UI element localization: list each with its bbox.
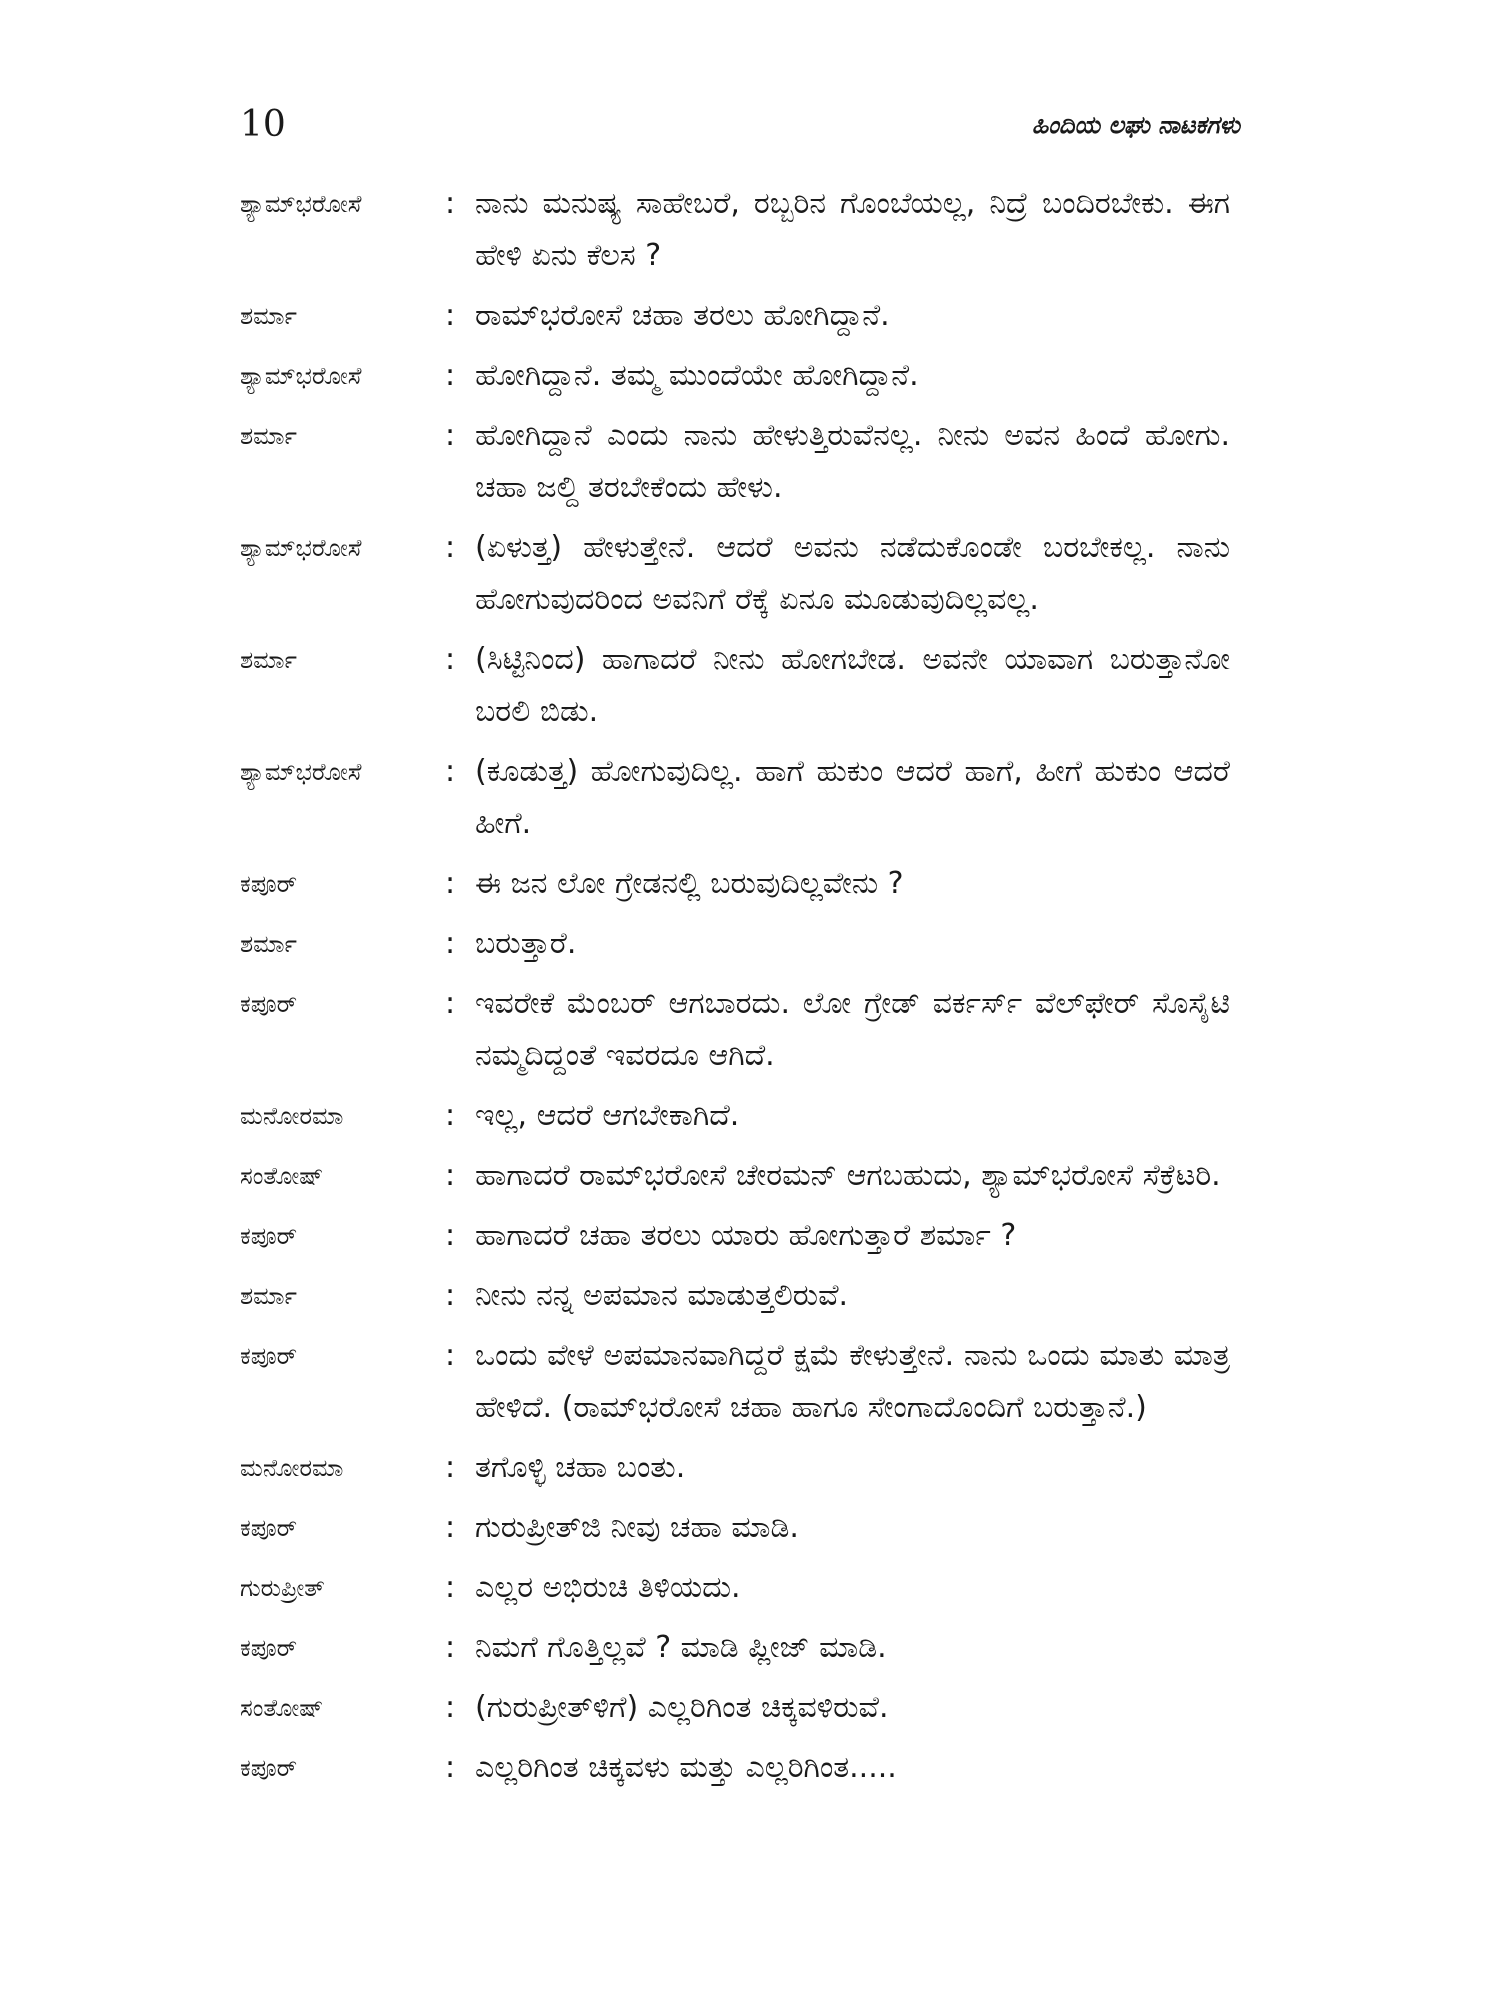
speaker-colon: : bbox=[445, 298, 456, 333]
dialogue-line bbox=[240, 350, 1230, 402]
speech-text: ನಾನು ಮನುಷ್ಯ ಸಾಹೇಬರೆ, ರಬ್ಬರಿನ ಗೊಂಬೆಯಲ್ಲ, ನಿದ್ರೆ ಬಂದಿರಬೇಕು. ಈಗ ಹೇಳಿ ಏನು ಕೆಲಸ ? bbox=[475, 186, 1230, 273]
dialogue-line bbox=[240, 1562, 1230, 1614]
speech-text: ಬರುತ್ತಾರೆ. bbox=[475, 926, 577, 961]
dialogue-line bbox=[240, 918, 1230, 970]
speaker-name: ಸಂತೋಷ್ bbox=[240, 1162, 324, 1190]
speaker-name: ಮನೋರಮಾ bbox=[240, 1102, 344, 1130]
dialogue-line bbox=[240, 1270, 1230, 1322]
speech-text: ಇವರೇಕೆ ಮೆಂಬರ್ ಆಗಬಾರದು. ಲೋ ಗ್ರೇಡ್ ವರ್ಕರ್ಸ್ ವೆಲ್‌ಫೇರ್ ಸೊಸೈಟಿ ನಮ್ಮದಿದ್ದಂತೆ ಇವರದೂ ಆಗಿದೆ. bbox=[475, 986, 1230, 1073]
speaker-name: ಕಪೂರ್ bbox=[240, 1222, 298, 1250]
dialogue-line bbox=[240, 290, 1230, 342]
speaker-colon: : bbox=[445, 186, 456, 221]
speaker-name: ಕಪೂರ್ bbox=[240, 1342, 298, 1370]
speaker-name: ಕಪೂರ್ bbox=[240, 1754, 298, 1782]
speaker-name: ಶರ್ಮಾ bbox=[240, 302, 297, 330]
speaker-colon: : bbox=[445, 1218, 456, 1253]
running-title: ಹಿಂದಿಯ ಲಘು ನಾಟಕಗಳು bbox=[1031, 111, 1240, 139]
speaker-colon: : bbox=[445, 1278, 456, 1313]
speech-text: ಎಲ್ಲರಿಗಿಂತ ಚಿಕ್ಕವಳು ಮತ್ತು ಎಲ್ಲರಿಗಿಂತ..... bbox=[475, 1750, 897, 1785]
speech-text: ಈ ಜನ ಲೋ ಗ್ರೇಡನಲ್ಲಿ ಬರುವುದಿಲ್ಲವೇನು ? bbox=[475, 866, 904, 901]
speaker-colon: : bbox=[445, 926, 456, 961]
speaker-name: ಶರ್ಮಾ bbox=[240, 1282, 297, 1310]
speaker-name: ಶರ್ಮಾ bbox=[240, 422, 297, 450]
speech-text: (ಸಿಟ್ಟಿನಿಂದ) ಹಾಗಾದರೆ ನೀನು ಹೋಗಬೇಡ. ಅವನೇ ಯಾವಾಗ ಬರುತ್ತಾನೋ ಬರಲಿ ಬಿಡು. bbox=[475, 642, 1230, 729]
dialogue-line bbox=[240, 410, 1230, 514]
speaker-colon: : bbox=[445, 1630, 456, 1665]
speaker-colon: : bbox=[445, 754, 456, 789]
speech-text: ಒಂದು ವೇಳೆ ಅಪಮಾನವಾಗಿದ್ದರೆ ಕ್ಷಮೆ ಕೇಳುತ್ತೇನೆ. ನಾನು ಒಂದು ಮಾತು ಮಾತ್ರ ಹೇಳಿದೆ. (ರಾಮ್‌ಭರೋಸೆ ಚಹಾ ಹಾಗೂ ಸೇಂಗಾದೊಂದಿಗೆ ಬರುತ್ತಾನೆ.) bbox=[475, 1338, 1230, 1425]
speaker-name: ಶರ್ಮಾ bbox=[240, 930, 297, 958]
speech-text: ಇಲ್ಲ, ಆದರೆ ಆಗಬೇಕಾಗಿದೆ. bbox=[475, 1098, 740, 1133]
speaker-colon: : bbox=[445, 1450, 456, 1485]
dialogue-body bbox=[240, 178, 1230, 1794]
speaker-colon: : bbox=[445, 642, 456, 677]
speaker-name: ಕಪೂರ್ bbox=[240, 990, 298, 1018]
speech-text: (ಏಳುತ್ತ) ಹೇಳುತ್ತೇನೆ. ಆದರೆ ಅವನು ನಡೆದುಕೊಂಡೇ ಬರಬೇಕಲ್ಲ. ನಾನು ಹೋಗುವುದರಿಂದ ಅವನಿಗೆ ರೆಕ್ಕೆ ಏನೂ ಮೂಡುವುದಿಲ್ಲವಲ್ಲ. bbox=[475, 530, 1230, 617]
page-number: 10 bbox=[240, 104, 286, 145]
speaker-colon: : bbox=[445, 1158, 456, 1193]
speech-text: ಗುರುಪ್ರೀತ್‌ಜಿ ನೀವು ಚಹಾ ಮಾಡಿ. bbox=[475, 1510, 799, 1545]
speaker-colon: : bbox=[445, 1510, 456, 1545]
speaker-colon: : bbox=[445, 1098, 456, 1133]
dialogue-line bbox=[240, 1090, 1230, 1142]
speech-text: ತಗೊಳ್ಳಿ ಚಹಾ ಬಂತು. bbox=[475, 1450, 686, 1485]
dialogue-line bbox=[240, 178, 1230, 282]
speech-text: (ಕೂಡುತ್ತ) ಹೋಗುವುದಿಲ್ಲ. ಹಾಗೆ ಹುಕುಂ ಆದರೆ ಹಾಗೆ, ಹೀಗೆ ಹುಕುಂ ಆದರೆ ಹೀಗೆ. bbox=[475, 754, 1230, 841]
dialogue-line bbox=[240, 1502, 1230, 1554]
dialogue-line bbox=[240, 1682, 1230, 1734]
speaker-name: ಕಪೂರ್ bbox=[240, 870, 298, 898]
speaker-colon: : bbox=[445, 986, 456, 1021]
speaker-colon: : bbox=[445, 866, 456, 901]
speaker-name: ಸಂತೋಷ್ bbox=[240, 1694, 324, 1722]
dialogue-line bbox=[240, 1330, 1230, 1434]
speaker-name: ಗುರುಪ್ರೀತ್ bbox=[240, 1574, 325, 1602]
speaker-colon: : bbox=[445, 1690, 456, 1725]
speaker-colon: : bbox=[445, 1570, 456, 1605]
speech-text: ಹೋಗಿದ್ದಾನೆ ಎಂದು ನಾನು ಹೇಳುತ್ತಿರುವೆನಲ್ಲ. ನೀನು ಅವನ ಹಿಂದೆ ಹೋಗು. ಚಹಾ ಜಲ್ದಿ ತರಬೇಕೆಂದು ಹೇಳು. bbox=[475, 418, 1230, 505]
speaker-colon: : bbox=[445, 1338, 456, 1373]
speaker-colon: : bbox=[445, 418, 456, 453]
speech-text: ಎಲ್ಲರ ಅಭಿರುಚಿ ತಿಳಿಯದು. bbox=[475, 1570, 741, 1605]
speaker-name: ಶ್ಯಾಮ್‌ಭರೋಸೆ bbox=[240, 362, 362, 390]
speech-text: ಹೋಗಿದ್ದಾನೆ. ತಮ್ಮ ಮುಂದೆಯೇ ಹೋಗಿದ್ದಾನೆ. bbox=[475, 358, 919, 393]
dialogue-line bbox=[240, 634, 1230, 738]
dialogue-line bbox=[240, 978, 1230, 1082]
speaker-name: ಶರ್ಮಾ bbox=[240, 646, 297, 674]
speech-text: ರಾಮ್‌ಭರೋಸೆ ಚಹಾ ತರಲು ಹೋಗಿದ್ದಾನೆ. bbox=[475, 298, 890, 333]
speaker-name: ಶ್ಯಾಮ್‌ಭರೋಸೆ bbox=[240, 190, 362, 218]
speech-text: ಹಾಗಾದರೆ ರಾಮ್‌ಭರೋಸೆ ಚೇರಮನ್ ಆಗಬಹುದು, ಶ್ಯಾಮ್‌ಭರೋಸೆ ಸೆಕ್ರೆಟರಿ. bbox=[475, 1158, 1221, 1193]
dialogue-line bbox=[240, 1210, 1230, 1262]
dialogue-line bbox=[240, 746, 1230, 850]
dialogue-line bbox=[240, 1442, 1230, 1494]
speaker-colon: : bbox=[445, 530, 456, 565]
speaker-name: ಶ್ಯಾಮ್‌ಭರೋಸೆ bbox=[240, 758, 362, 786]
speech-text: ನೀನು ನನ್ನ ಅಪಮಾನ ಮಾಡುತ್ತಲಿರುವೆ. bbox=[475, 1278, 849, 1313]
speaker-name: ಕಪೂರ್ bbox=[240, 1634, 298, 1662]
speech-text: ಹಾಗಾದರೆ ಚಹಾ ತರಲು ಯಾರು ಹೋಗುತ್ತಾರೆ ಶರ್ಮಾ ? bbox=[475, 1218, 1017, 1253]
speaker-colon: : bbox=[445, 358, 456, 393]
dialogue-line bbox=[240, 858, 1230, 910]
speaker-name: ಮನೋರಮಾ bbox=[240, 1454, 344, 1482]
speech-text: ನಿಮಗೆ ಗೊತ್ತಿಲ್ಲವೆ ? ಮಾಡಿ ಪ್ಲೀಜ್ ಮಾಡಿ. bbox=[475, 1630, 887, 1665]
page-header bbox=[240, 100, 1240, 150]
speaker-colon: : bbox=[445, 1750, 456, 1785]
dialogue-line bbox=[240, 1622, 1230, 1674]
speech-text: (ಗುರುಪ್ರೀತ್‌ಳಿಗೆ) ಎಲ್ಲರಿಗಿಂತ ಚಿಕ್ಕವಳಿರುವೆ. bbox=[475, 1690, 889, 1725]
dialogue-line bbox=[240, 1150, 1230, 1202]
dialogue-line bbox=[240, 1742, 1230, 1794]
speaker-name: ಶ್ಯಾಮ್‌ಭರೋಸೆ bbox=[240, 534, 362, 562]
speaker-name: ಕಪೂರ್ bbox=[240, 1514, 298, 1542]
dialogue-line bbox=[240, 522, 1230, 626]
